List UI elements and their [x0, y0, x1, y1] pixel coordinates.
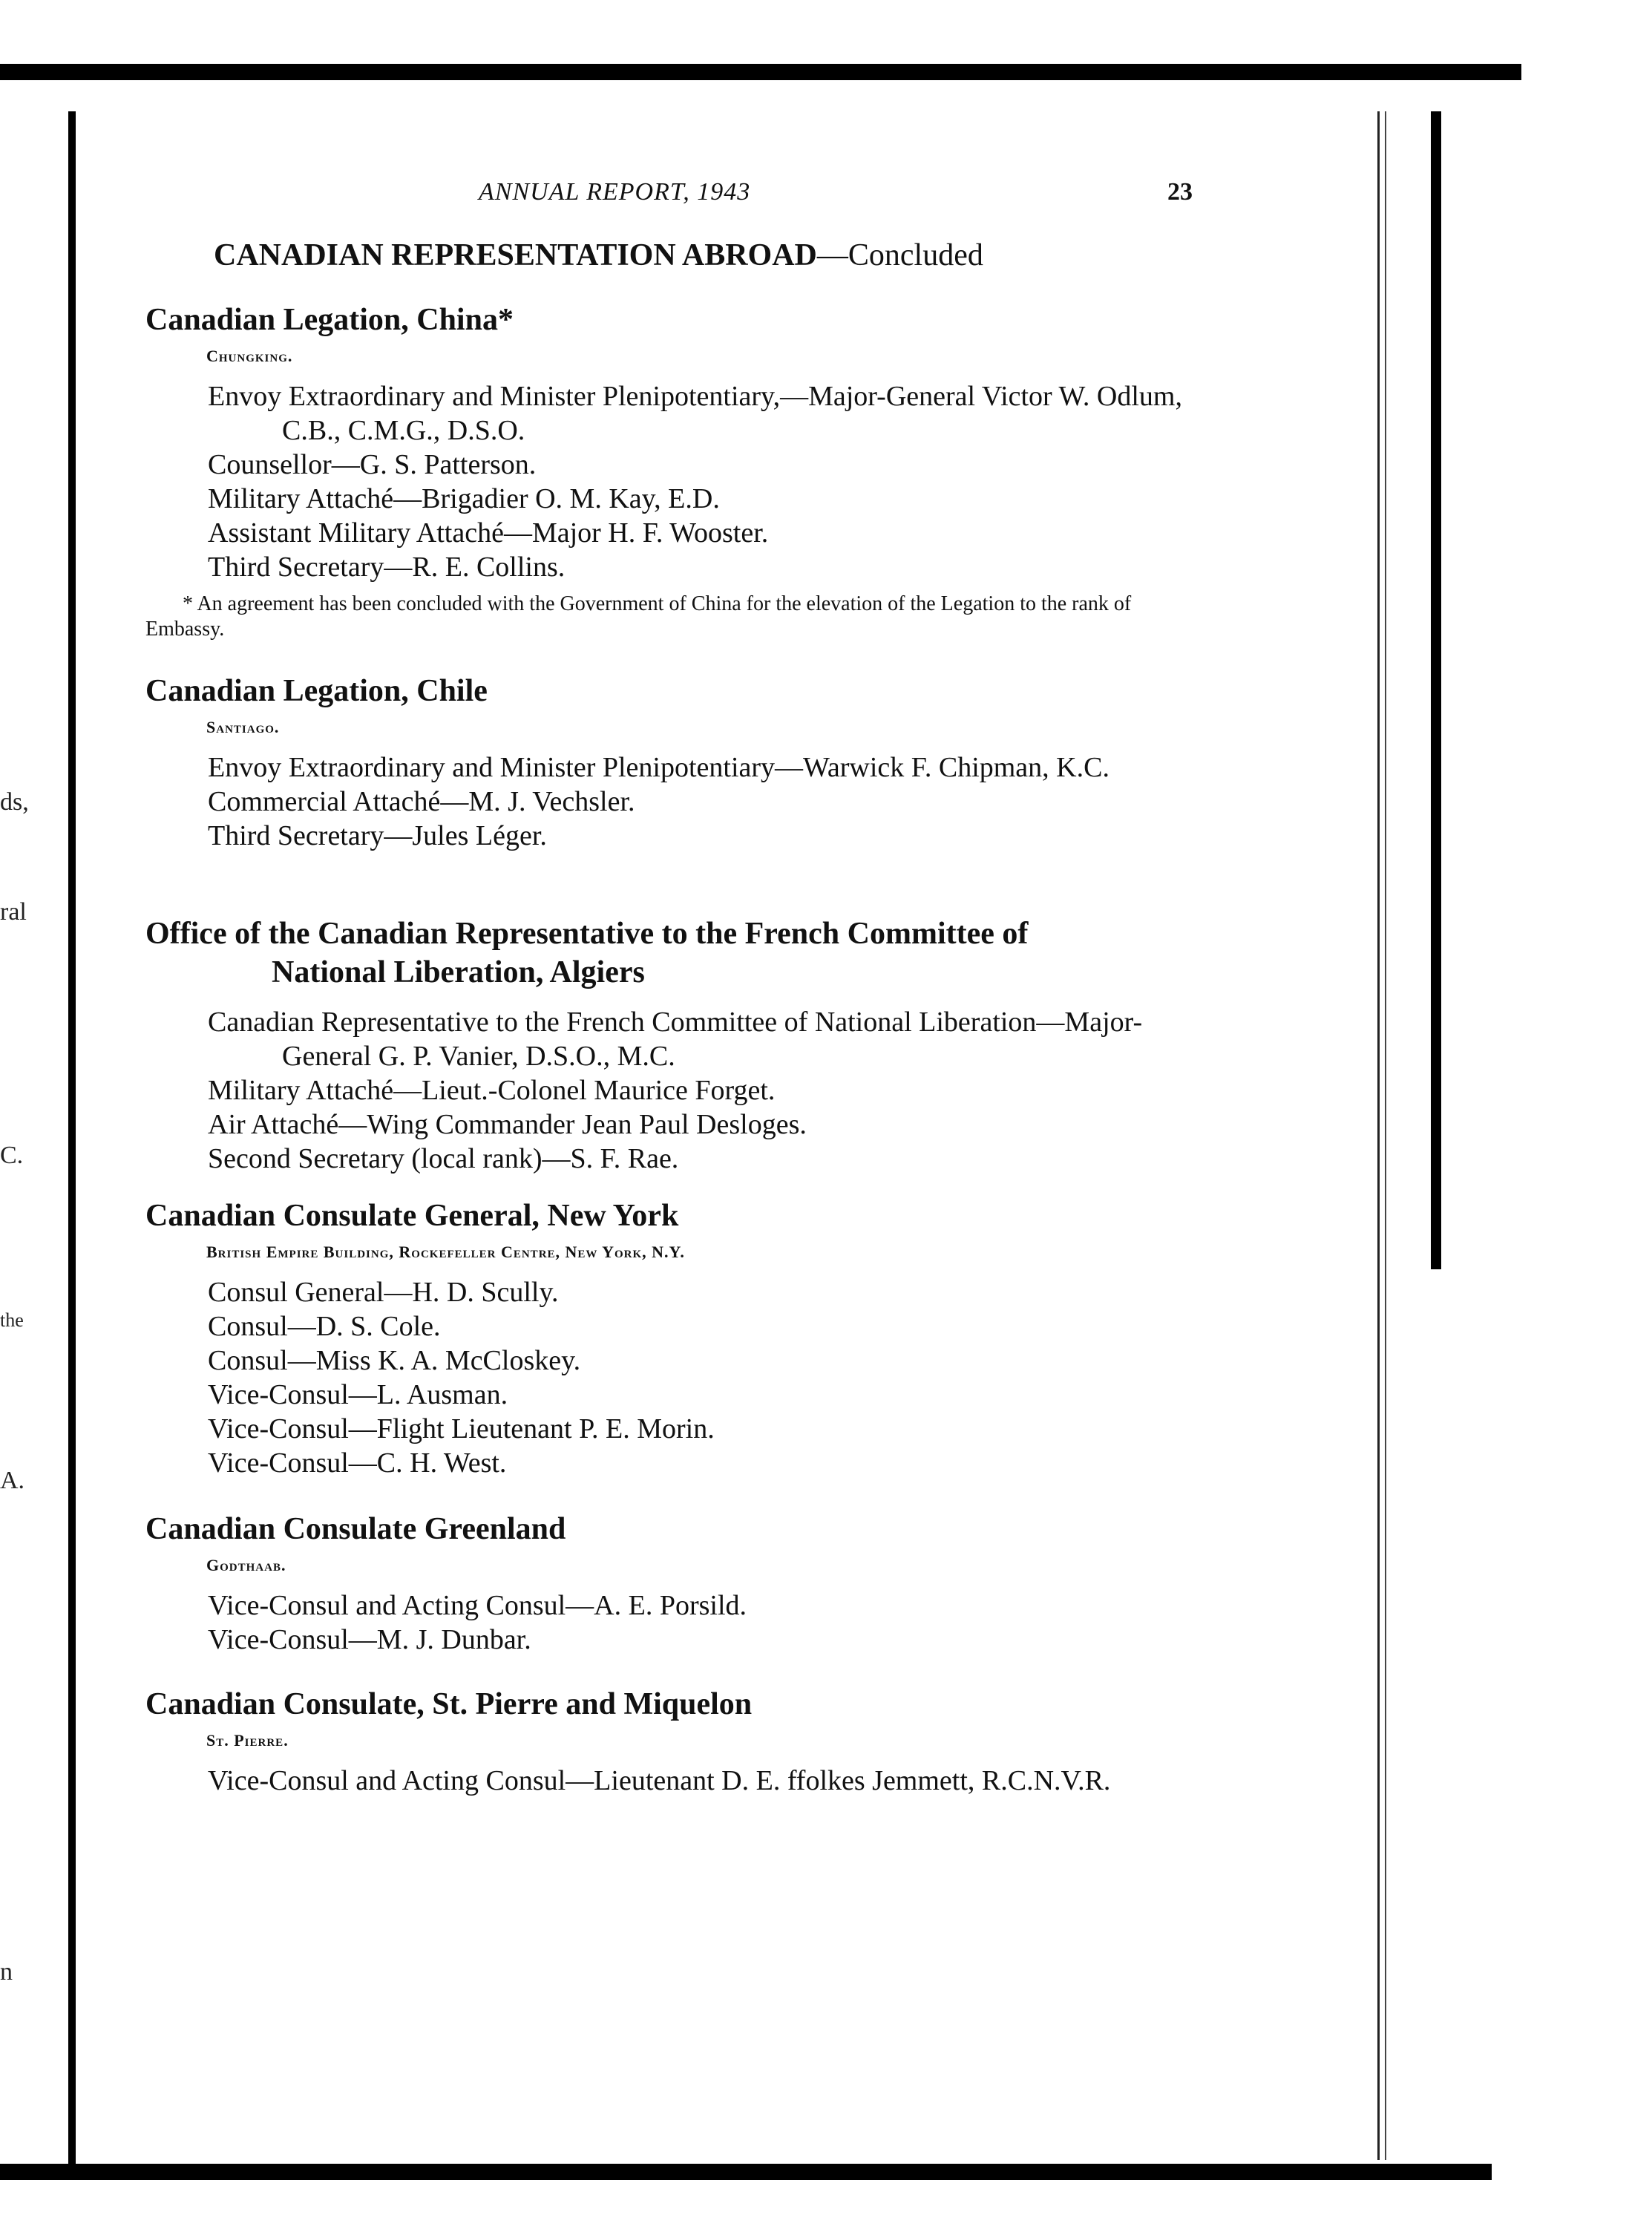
entry: Third Secretary—Jules Léger. [208, 820, 547, 851]
entry: Consul—Miss K. A. McCloskey. [208, 1345, 581, 1376]
section-location: British Empire Building, Rockefeller Centre, New York, N.Y. [206, 1243, 685, 1261]
section-location: St. Pierre. [206, 1731, 289, 1750]
section-location: Santiago. [206, 718, 280, 736]
page-edge-rule [1377, 111, 1380, 2160]
section-heading-line2: National Liberation, Algiers [272, 955, 645, 989]
entry: Vice-Consul and Acting Consul—Lieutenant D. E. ffolkes Jemmett, R.C.N.V.R. [208, 1765, 1111, 1796]
page-title [214, 238, 983, 273]
margin-fragment: the [0, 1309, 24, 1331]
entry: Vice-Consul—M. J. Dunbar. [208, 1624, 531, 1655]
entry: Vice-Consul—C. H. West. [208, 1447, 507, 1479]
entry: Consul General—H. D. Scully. [208, 1277, 559, 1308]
scan-border-right [1431, 111, 1441, 1269]
page-gutter-left [68, 111, 76, 2175]
margin-fragment: C. [0, 1142, 24, 1169]
scan-border-bottom [0, 2164, 1492, 2180]
entry: Counsellor—G. S. Patterson. [208, 449, 537, 480]
section-heading-line1: Office of the Canadian Representative to the French Committee of [145, 917, 1029, 951]
section-heading: Canadian Consulate, St. Pierre and Miquelon [145, 1687, 753, 1721]
section-consulate-st-pierre [145, 1685, 1214, 1798]
section-heading: Canadian Legation, China* [145, 303, 514, 337]
section-heading: Canadian Consulate Greenland [145, 1512, 566, 1546]
entry: Military Attaché—Lieut.-Colonel Maurice Forget. [208, 1075, 776, 1106]
entry: Consul—D. S. Cole. [208, 1311, 441, 1342]
margin-fragment: ds, [0, 788, 29, 816]
section-legation-chile [145, 672, 1214, 853]
entry: Vice-Consul and Acting Consul—A. E. Porsild. [208, 1590, 747, 1621]
section-office-algiers [145, 914, 1214, 1176]
section-legation-china [145, 301, 1214, 642]
margin-fragment: ral [0, 898, 27, 926]
entry: Commercial Attaché—M. J. Vechsler. [208, 786, 635, 817]
section-consulate-new-york [145, 1197, 1214, 1480]
margin-fragment: n [0, 1958, 13, 1986]
section-heading: Canadian Consulate General, New York [145, 1199, 679, 1233]
footnote: * An agreement has been concluded with the Government of China for the elevation of the Legation to the rank of Embassy. [145, 592, 1132, 641]
entry: Envoy Extraordinary and Minister Plenipotentiary,—Major-General Victor W. Odlum, C.B., C.M.G., D.S.O. [208, 381, 1182, 446]
page-edge-rule-inner [1385, 111, 1386, 2160]
title-main: CANADIAN REPRESENTATION ABROAD [214, 238, 817, 272]
entry: Third Secretary—R. E. Collins. [208, 552, 566, 583]
margin-fragment: A. [0, 1467, 25, 1494]
entry: Canadian Representative to the French Committee of National Liberation—Major-General G. P. Vanier, D.S.O., M.C. [208, 1007, 1143, 1072]
section-consulate-greenland [145, 1510, 1214, 1657]
scan-border-top [0, 64, 1521, 80]
section-location: Godthaab. [206, 1556, 286, 1574]
entry: Assistant Military Attaché—Major H. F. Wooster. [208, 517, 769, 549]
page-number: 23 [1167, 178, 1193, 206]
entry: Second Secretary (local rank)—S. F. Rae. [208, 1143, 679, 1174]
entry: Military Attaché—Brigadier O. M. Kay, E.D. [208, 483, 720, 514]
section-location: Chungking. [206, 347, 293, 365]
entry: Air Attaché—Wing Commander Jean Paul Desloges. [208, 1109, 807, 1140]
entry: Vice-Consul—L. Ausman. [208, 1379, 508, 1410]
title-suffix: —Concluded [816, 238, 983, 272]
section-heading: Canadian Legation, Chile [145, 674, 488, 708]
section-heading [145, 914, 1214, 992]
entry: Envoy Extraordinary and Minister Plenipotentiary—Warwick F. Chipman, K.C. [208, 752, 1109, 783]
entry: Vice-Consul—Flight Lieutenant P. E. Morin. [208, 1413, 715, 1444]
running-head: ANNUAL REPORT, 1943 [479, 178, 751, 206]
